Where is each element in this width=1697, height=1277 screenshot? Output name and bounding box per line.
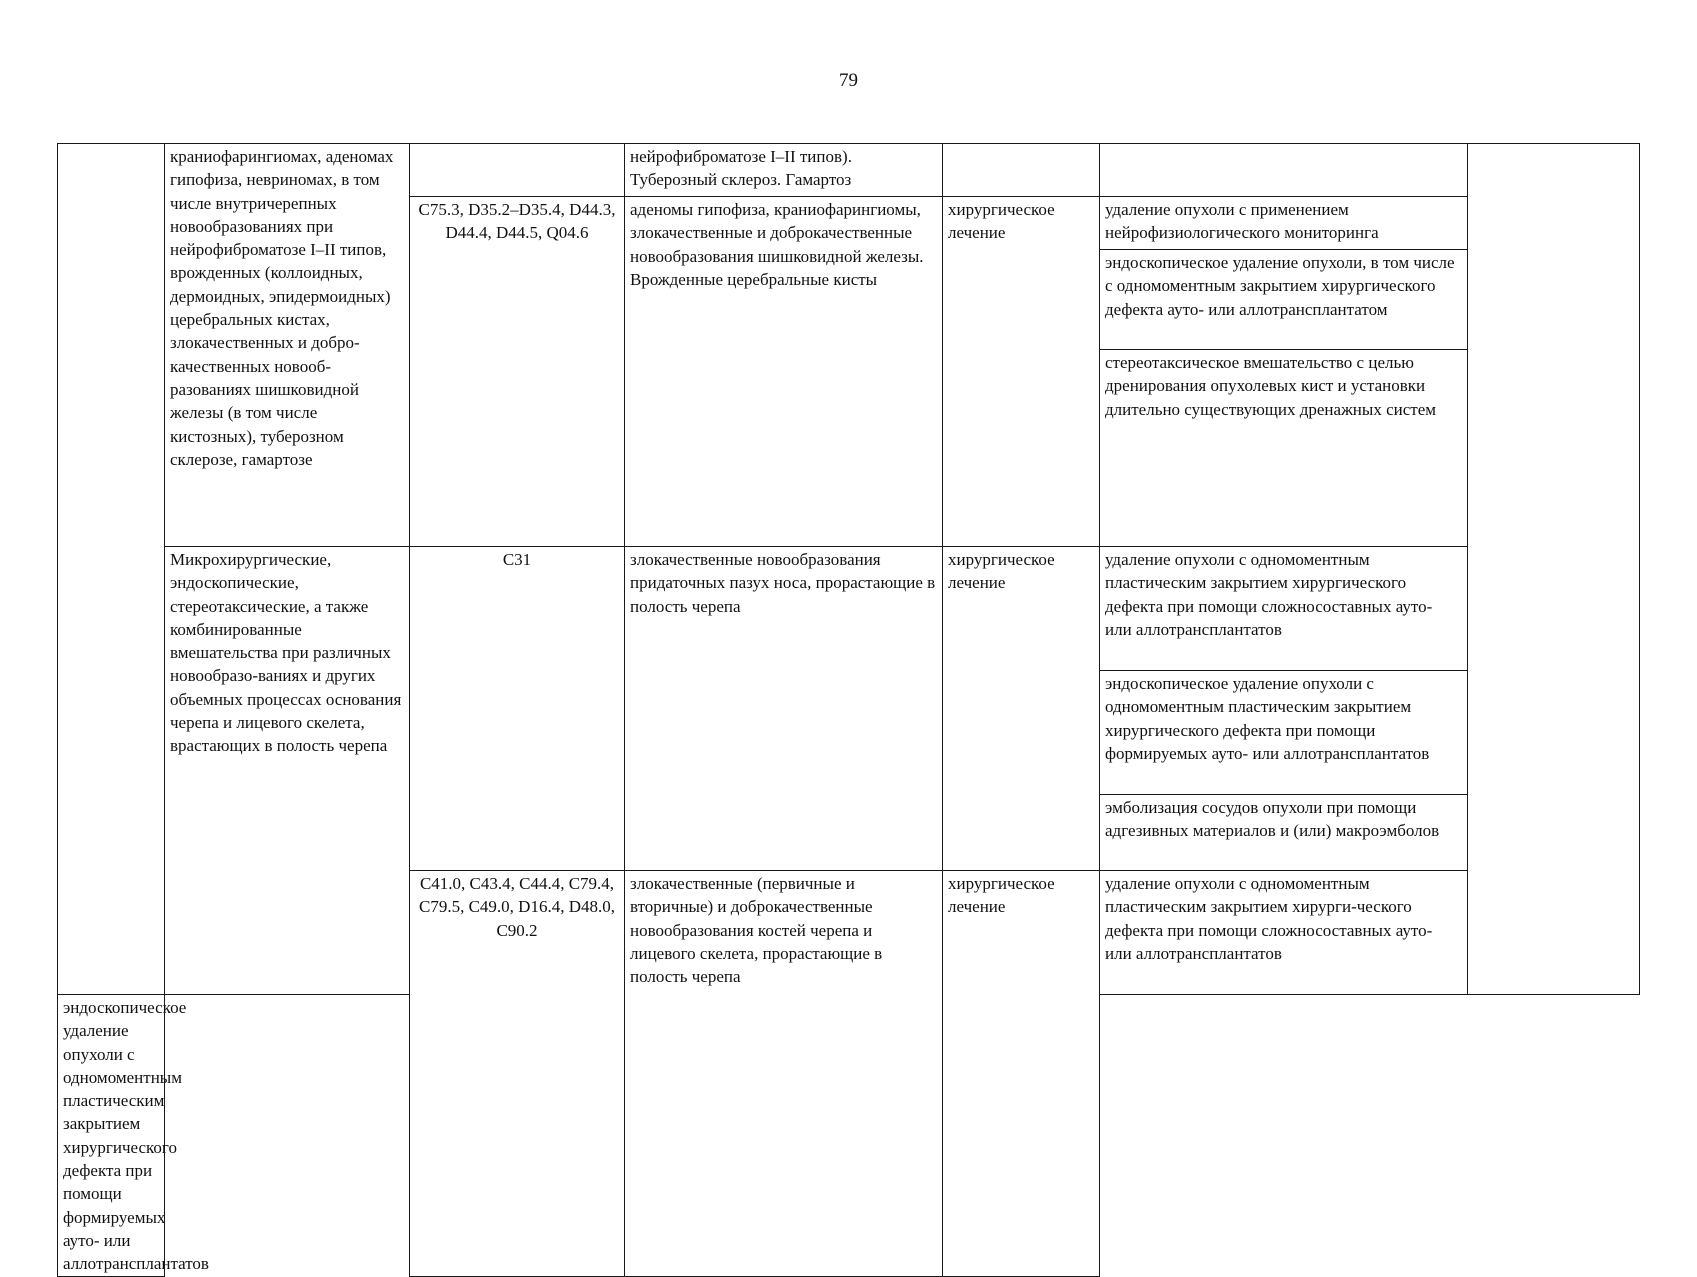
- treatment-cell: хирургическое лечение: [943, 871, 1100, 1277]
- code-cell: [410, 144, 625, 197]
- method-cell: [1100, 144, 1468, 197]
- code-cell: C41.0, C43.4, C44.4, C79.4, C79.5, C49.0, D16.4, D48.0, C90.2: [410, 871, 625, 1277]
- page-number: 79: [839, 70, 858, 91]
- diagnosis-cell: нейрофиброматозе I–II типов). Туберозный склероз. Гамартоз: [625, 144, 943, 197]
- diagnosis-cell: аденомы гипофиза, краниофарингиомы, злокачественные и доброкачественные новообразования шишковидной железы. Врожденные церебральные кисты: [625, 197, 943, 547]
- code-cell: C31: [410, 547, 625, 871]
- treatment-cell: хирургическое лечение: [943, 547, 1100, 871]
- method-cell: удаление опухоли с применением нейрофизиологического мониторинга: [1100, 197, 1468, 250]
- table-row: [58, 547, 1640, 671]
- group-cell: краниофарингиомах, аденомах гипофиза, невриномах, в том числе внутричерепных новообразованиях при нейрофиброматозе I–II типов, врожденных (коллоидных, дермоидных, эпидермоидных) церебральных кистах, злокачественных и добро-качественных новооб-разованиях шишковидной железы (в том числе кистозных), туберозном склерозе, гамартозе: [165, 144, 410, 547]
- treatment-cell: [943, 144, 1100, 197]
- diagnosis-cell: злокачественные (первичные и вторичные) и доброкачественные новообразования костей черепа и лицевого скелета, прорастающие в полость черепа: [625, 871, 943, 1277]
- method-cell: удаление опухоли с одномоментным пластическим закрытием хирургического дефекта при помощи сложносоставных ауто- или аллотрансплантатов: [1100, 547, 1468, 671]
- table-row: [58, 144, 1640, 197]
- treatment-cell: хирургическое лечение: [943, 197, 1100, 547]
- group-cell: Микрохирургические, эндоскопические, стереотаксические, а также комбинированные вмешательства при различных новообразо-ваниях и других объемных процессах основания черепа и лицевого скелета, врастающих в полость черепа: [165, 547, 410, 995]
- method-cell: стереотаксическое вмешательство с целью дренирования опухолевых кист и установки длительно существующих дренажных систем: [1100, 350, 1468, 547]
- number-cell: [58, 144, 165, 995]
- medical-care-table: [57, 143, 1640, 1277]
- method-cell: эмболизация сосудов опухоли при помощи адгезивных материалов и (или) макроэмболов: [1100, 795, 1468, 871]
- code-cell: C75.3, D35.2–D35.4, D44.3, D44.4, D44.5, Q04.6: [410, 197, 625, 547]
- method-cell: удаление опухоли с одномоментным пластическим закрытием хирурги-ческого дефекта при помощи сложносоставных ауто- или аллотрансплантатов: [1100, 871, 1468, 995]
- diagnosis-cell: злокачественные новообразования придаточных пазух носа, прорастающие в полость черепа: [625, 547, 943, 871]
- volume-cell: [1468, 144, 1640, 995]
- method-cell: эндоскопическое удаление опухоли, в том числе с одномоментным закрытием хирургического дефекта ауто- или аллотрансплантатом: [1100, 250, 1468, 350]
- method-cell: эндоскопическое удаление опухоли с одномоментным пластическим закрытием хирургического дефекта при помощи формируемых ауто- или аллотрансплантатов: [58, 995, 165, 1277]
- method-cell: эндоскопическое удаление опухоли с одномоментным пластическим закрытием хирургического дефекта при помощи формируемых ауто- или аллотрансплантатов: [1100, 671, 1468, 795]
